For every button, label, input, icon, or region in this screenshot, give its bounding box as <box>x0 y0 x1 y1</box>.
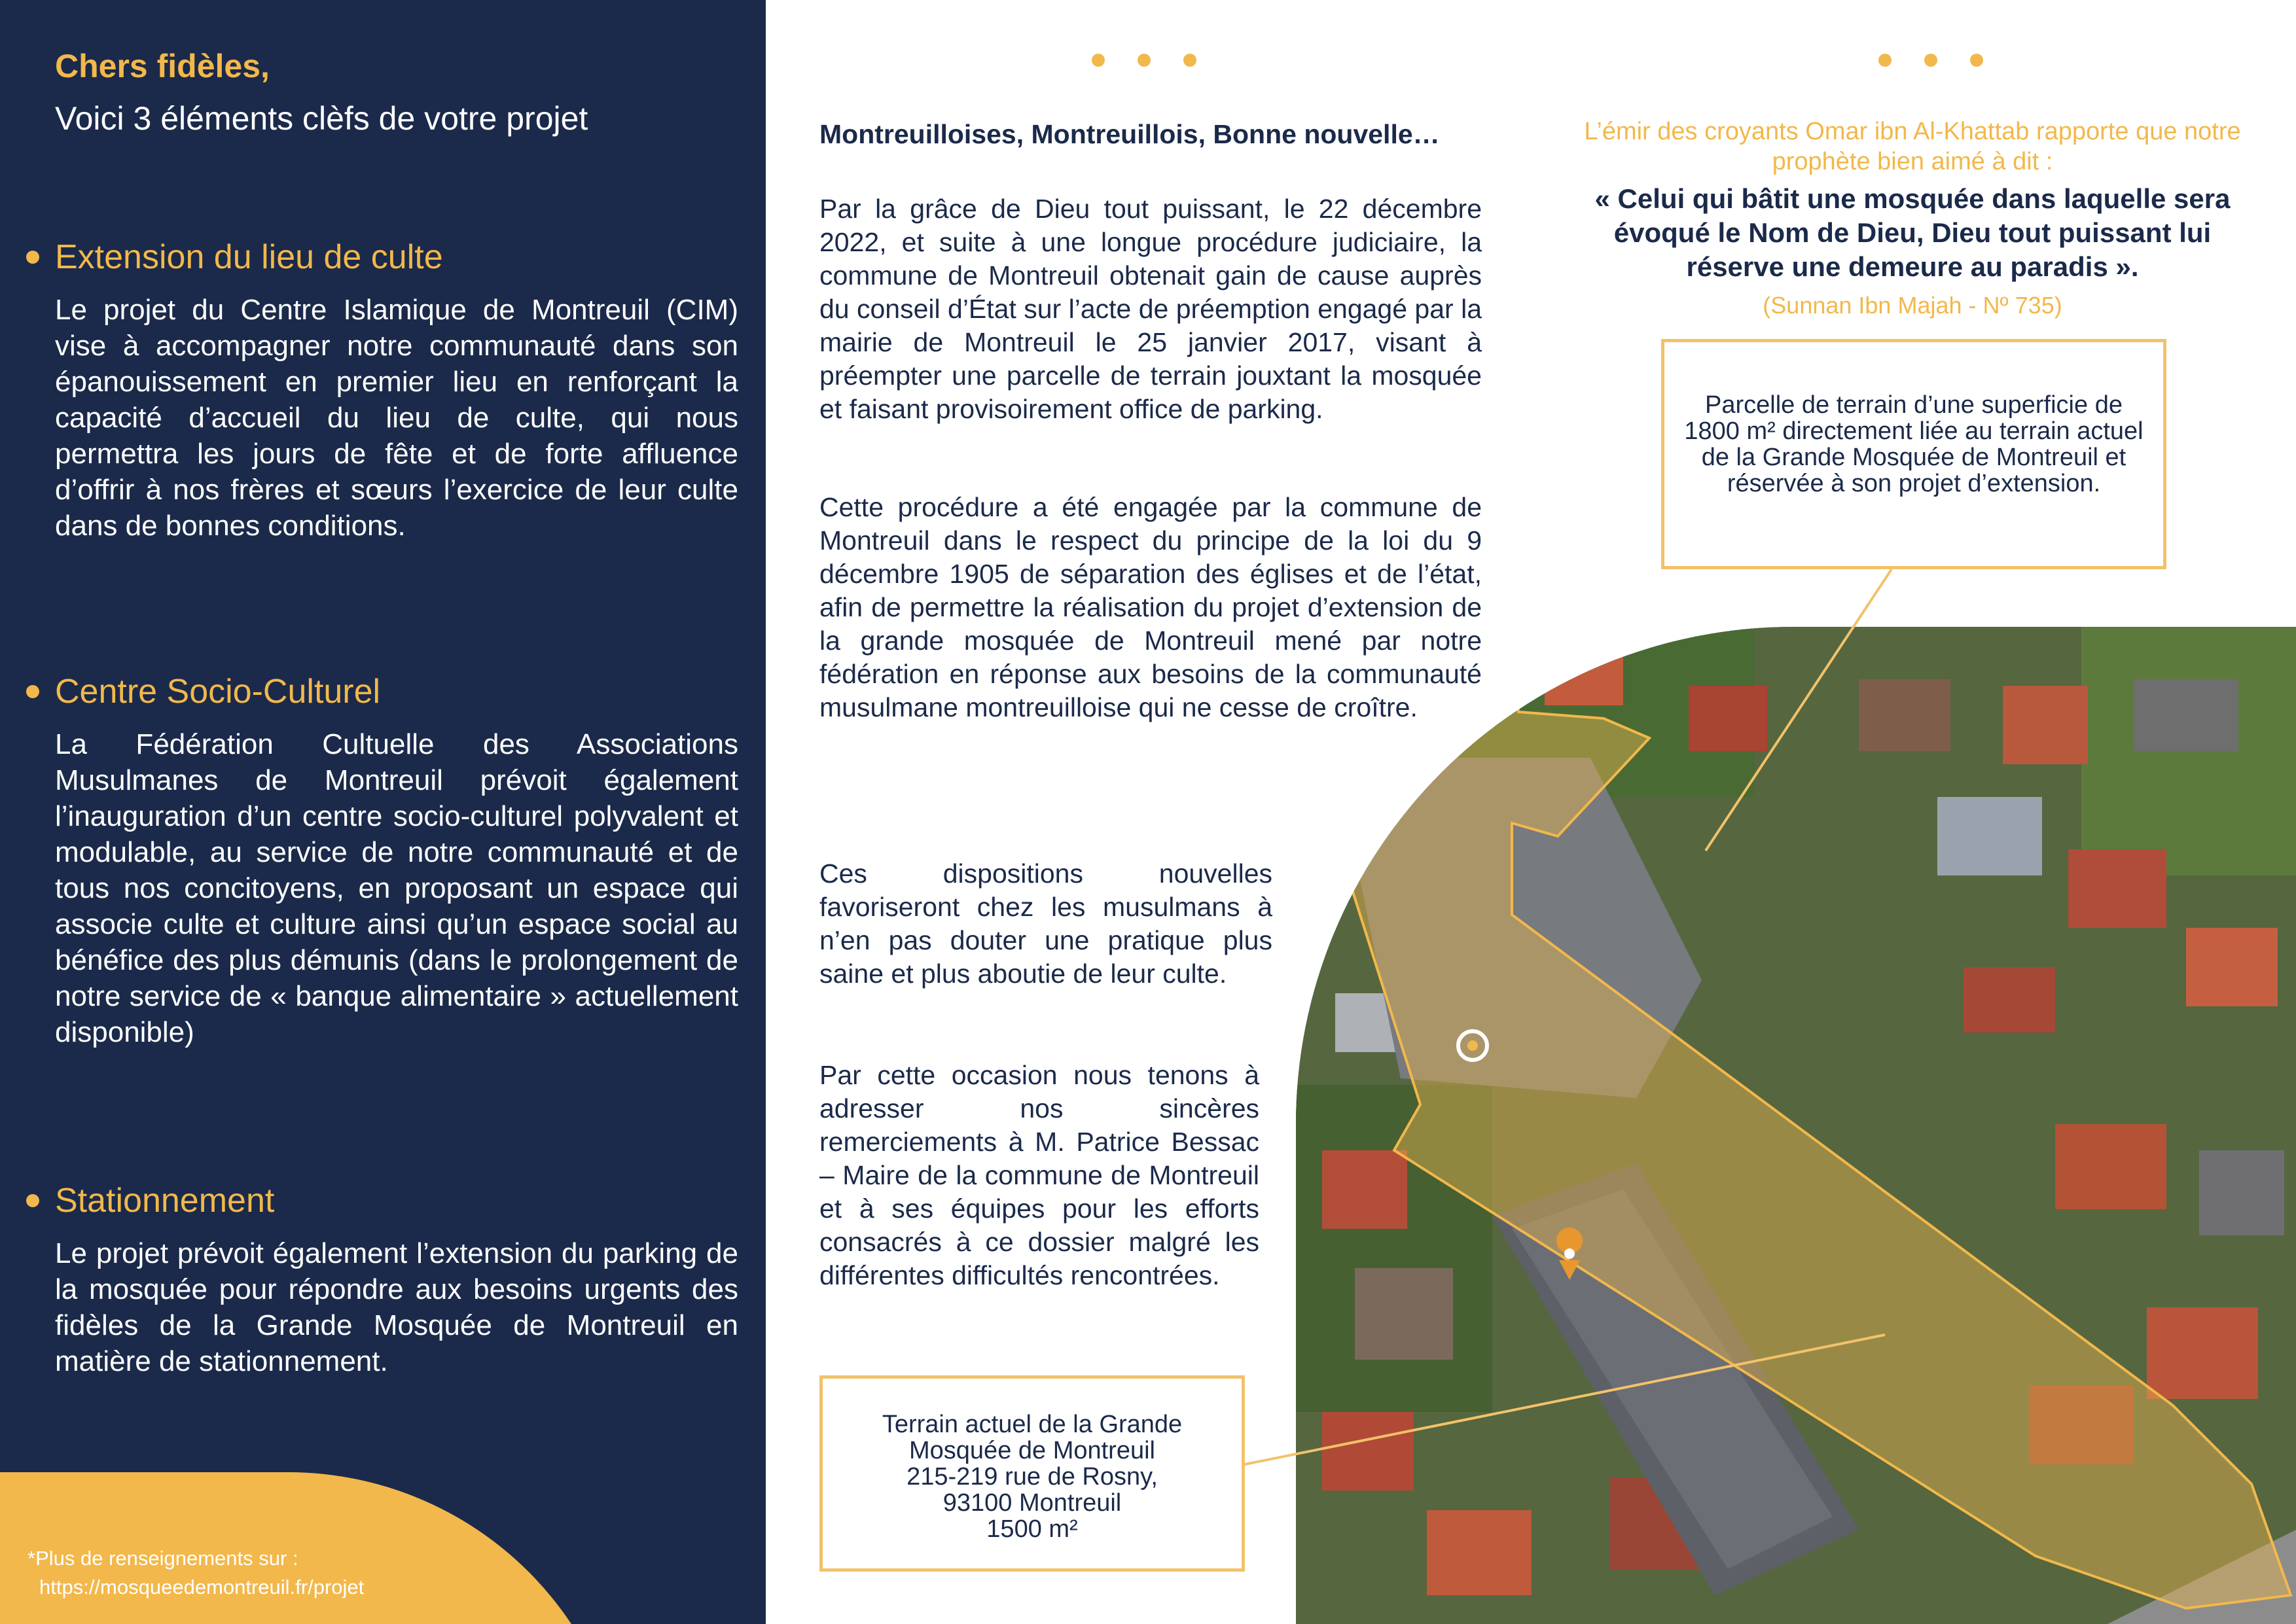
callout-line: Terrain actuel de la Grande <box>882 1411 1183 1438</box>
section-body: Le projet prévoit également l’extension du parking de la mosquée pour répondre aux besoins urgents des fidèles de la Grande Mosquée de Montreuil en matière de stationnement. <box>55 1237 738 1378</box>
greeting: Chers fidèles, <box>55 48 270 84</box>
callout-area: 1500 m² <box>986 1515 1078 1543</box>
left-panel <box>0 0 766 1624</box>
bullet-icon <box>26 1194 39 1207</box>
callout-line: Mosquée de Montreuil <box>909 1437 1155 1464</box>
dot-icon <box>1970 54 1983 67</box>
quote-source: (Sunnan Ibn Majah - Nº 735) <box>1763 292 2062 319</box>
dots-ornament <box>1878 54 1983 67</box>
callout-address: 215-219 rue de Rosny, <box>906 1463 1158 1491</box>
dot-icon <box>1138 54 1151 67</box>
bullet-icon <box>26 685 39 698</box>
section-body: La Fédération Cultuelle des Associations Musulmanes de Montreuil prévoit également l’inauguration d’un centre socio-culturel polyvalent et modulable, au service de notre communauté et de tous nos concitoyens, en proposant un espace qui associe culte et culture ainsi qu’un espace social au bénéfice des plus démunis (dans le prolongement de notre service de « banque alimentaire » actuellement disponible) <box>55 728 738 1049</box>
footer-note <box>27 1544 499 1602</box>
dot-icon <box>1924 54 1937 67</box>
bullet-icon <box>26 251 39 264</box>
intro-text: Voici 3 éléments clèfs de votre projet <box>55 100 588 137</box>
section-extension <box>26 237 738 544</box>
section-title: Extension du lieu de culte <box>55 238 443 276</box>
paragraph: Cette procédure a été engagée par la commune de Montreuil dans le respect du principe de la loi du 9 décembre 1905 de séparation des églises et de l’état, afin de permettre la réalisation du projet d’extension de la grande mosquée de Montreuil mené par notre fédération en réponse aux besoins de la communauté musulmane montreuilloise qui ne cesse de croître. <box>819 492 1482 722</box>
dot-icon <box>1878 54 1892 67</box>
middle-heading: Montreuilloises, Montreuillois, Bonne nouvelle… <box>819 119 1440 149</box>
section-title: Stationnement <box>55 1182 275 1220</box>
section-socio-culturel <box>26 671 738 1050</box>
aerial-photo <box>1296 627 2296 1624</box>
dots-ornament <box>1092 54 1196 67</box>
section-title: Centre Socio-Culturel <box>55 673 381 711</box>
hadith-quote: « Celui qui bâtit une mosquée dans laquelle sera évoqué le Nom de Dieu, Dieu tout puissant lui réserve une demeure au paradis ». <box>1594 183 2231 282</box>
quote-intro: L’émir des croyants Omar ibn Al-Khattab rapporte que notre prophète bien aimé à dit : <box>1584 118 2241 175</box>
dot-icon <box>1183 54 1196 67</box>
callout-city: 93100 Montreuil <box>942 1489 1122 1517</box>
paragraph: Ces dispositions nouvelles favoriseront chez les musulmans à n’en pas douter une pratique plus saine et plus aboutie de leur culte. <box>819 858 1272 989</box>
paragraph: Par cette occasion nous tenons à adresser nos sincères remerciements à M. Patrice Bessac – Maire de la commune de Montreuil et à ses équipes pour les efforts consacrés à ce dossier malgré les différentes difficultés rencontrées. <box>819 1060 1259 1290</box>
footer-link[interactable]: https://mosqueedemontreuil.fr/projet <box>39 1576 365 1598</box>
section-stationnement <box>26 1180 738 1379</box>
dot-icon <box>1092 54 1105 67</box>
aerial-map-illustration <box>1296 627 2296 1624</box>
footer-note-label: *Plus de renseignements sur : <box>27 1547 298 1570</box>
callout-parcel-text: Parcelle de terrain d’une superficie de 1800 m² directement liée au terrain actuel de la Grande Mosquée de Montreuil et réservée à son projet d’extension. <box>1684 391 2144 497</box>
callout-parcel <box>1661 339 2166 569</box>
paragraph: Par la grâce de Dieu tout puissant, le 22 décembre 2022, et suite à une longue procédure judiciaire, la commune de Montreuil obtenait gain de cause auprès du conseil d’État sur l’acte de préemption engagé par la mairie de Montreuil le 25 janvier 2017, visant à préempter une parcelle de terrain jouxtant la mosquée et faisant provisoirement office de parking. <box>819 194 1482 424</box>
callout-current-site <box>819 1375 1245 1572</box>
section-body: Le projet du Centre Islamique de Montreuil (CIM) vise à accompagner notre communauté dans son épanouissement en premier lieu en renforçant la capacité d’accueil du lieu de culte, qui nous permettra les jours de fête et de forte affluence d’offrir à nos frères et sœurs l’exercice de leur culte dans de bonnes conditions. <box>55 294 738 542</box>
